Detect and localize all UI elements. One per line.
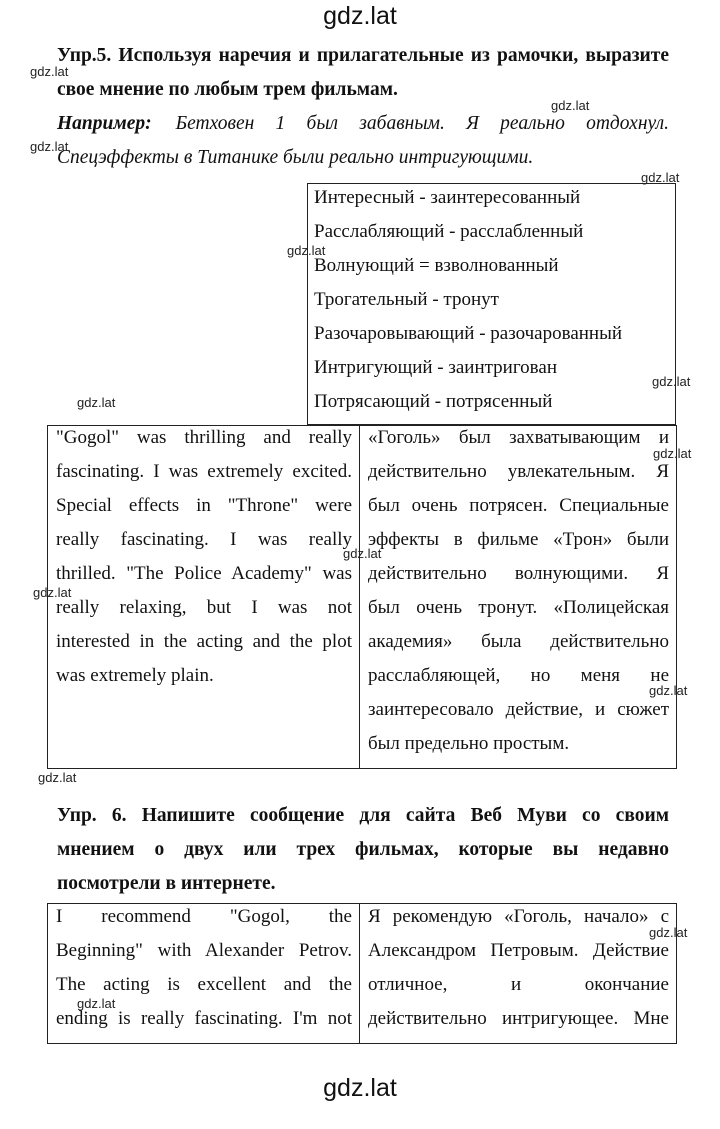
- english-line: "Gogol" was thrilling and really: [56, 427, 352, 448]
- russian-line: «Гоголь» был захватывающим и: [368, 427, 669, 448]
- english-line: interested in the acting and the plot: [56, 631, 352, 652]
- english-line: Beginning" with Alexander Petrov.: [56, 940, 352, 961]
- english-line: really relaxing, but I was not: [56, 597, 352, 618]
- russian-line: заинтересовало действие, и сюжет: [368, 699, 669, 720]
- watermark-bottom: gdz.lat: [323, 1074, 397, 1102]
- ex5-title-line-2: свое мнение по любым трем фильмам.: [57, 79, 398, 100]
- watermark: gdz.lat: [287, 243, 326, 258]
- watermark: gdz.lat: [33, 585, 72, 600]
- ex6-title-line-2: мнением о двух или трех фильмах, которые вы недавно: [57, 839, 669, 860]
- russian-line: действительно интригующее. Мне: [368, 1008, 669, 1029]
- english-line: ending is really fascinating. I'm not: [56, 1008, 352, 1029]
- ex6-title-line-3: посмотрели в интернете.: [57, 873, 276, 894]
- russian-line: академия» была действительно: [368, 631, 669, 652]
- russian-line: действительно увлекательным. Я: [368, 461, 669, 482]
- ex6-title-line-1: Упр. 6. Напишите сообщение для сайта Веб Муви со своим: [57, 805, 669, 826]
- ex5-title-line-1: Упр.5. Используя наречия и прилагательные из рамочки, выразите: [57, 45, 669, 66]
- example-text-1: Бетховен 1 был забавным. Я реально отдохнул.: [175, 113, 669, 134]
- watermark-top: gdz.lat: [323, 2, 397, 30]
- english-line: I recommend "Gogol, the: [56, 906, 352, 927]
- watermark: gdz.lat: [653, 446, 692, 461]
- watermark: gdz.lat: [649, 683, 688, 698]
- word-box-item: Расслабляющий - расслабленный: [314, 221, 584, 242]
- watermark: gdz.lat: [343, 546, 382, 561]
- word-box-item: Трогательный - тронут: [314, 289, 499, 310]
- watermark: gdz.lat: [30, 64, 69, 79]
- russian-line: расслабляющей, но меня не: [368, 665, 669, 686]
- word-box-item: Разочаровывающий - разочарованный: [314, 323, 623, 344]
- word-box-item: Интригующий - заинтригован: [314, 357, 557, 378]
- watermark: gdz.lat: [551, 98, 590, 113]
- word-box-item: Потрясающий - потрясенный: [314, 391, 553, 412]
- russian-line: Александром Петровым. Действие: [368, 940, 669, 961]
- watermark: gdz.lat: [38, 770, 77, 785]
- english-line: Special effects in "Throne" were: [56, 495, 352, 516]
- ex5-example-line-1: [57, 112, 669, 136]
- watermark: gdz.lat: [652, 374, 691, 389]
- table-divider: [359, 903, 360, 1044]
- russian-line: был очень тронут. «Полицейская: [368, 597, 669, 618]
- word-box-item: Волнующий = взволнованный: [314, 255, 559, 276]
- russian-line: действительно волнующими. Я: [368, 563, 669, 584]
- english-line: was extremely plain.: [56, 665, 214, 686]
- english-line: The acting is excellent and the: [56, 974, 352, 995]
- russian-line: отличное, и окончание: [368, 974, 669, 995]
- watermark: gdz.lat: [641, 170, 680, 185]
- example-label: Например:: [57, 113, 152, 134]
- russian-line: был очень потрясен. Специальные: [368, 495, 669, 516]
- russian-line: Я рекомендую «Гоголь, начало» с: [368, 906, 669, 927]
- watermark: gdz.lat: [649, 925, 688, 940]
- russian-line: был предельно простым.: [368, 733, 570, 754]
- watermark: gdz.lat: [30, 139, 69, 154]
- ex5-example-line-2: Спецэффекты в Титанике были реально интригующими.: [57, 147, 534, 168]
- english-line: really fascinating. I was really: [56, 529, 352, 550]
- watermark: gdz.lat: [77, 996, 116, 1011]
- watermark: gdz.lat: [77, 395, 116, 410]
- word-box-item: Интересный - заинтересованный: [314, 187, 581, 208]
- russian-line: эффекты в фильме «Трон» были: [368, 529, 669, 550]
- english-line: thrilled. "The Police Academy" was: [56, 563, 352, 584]
- english-line: fascinating. I was extremely excited.: [56, 461, 352, 482]
- table-divider: [359, 425, 360, 769]
